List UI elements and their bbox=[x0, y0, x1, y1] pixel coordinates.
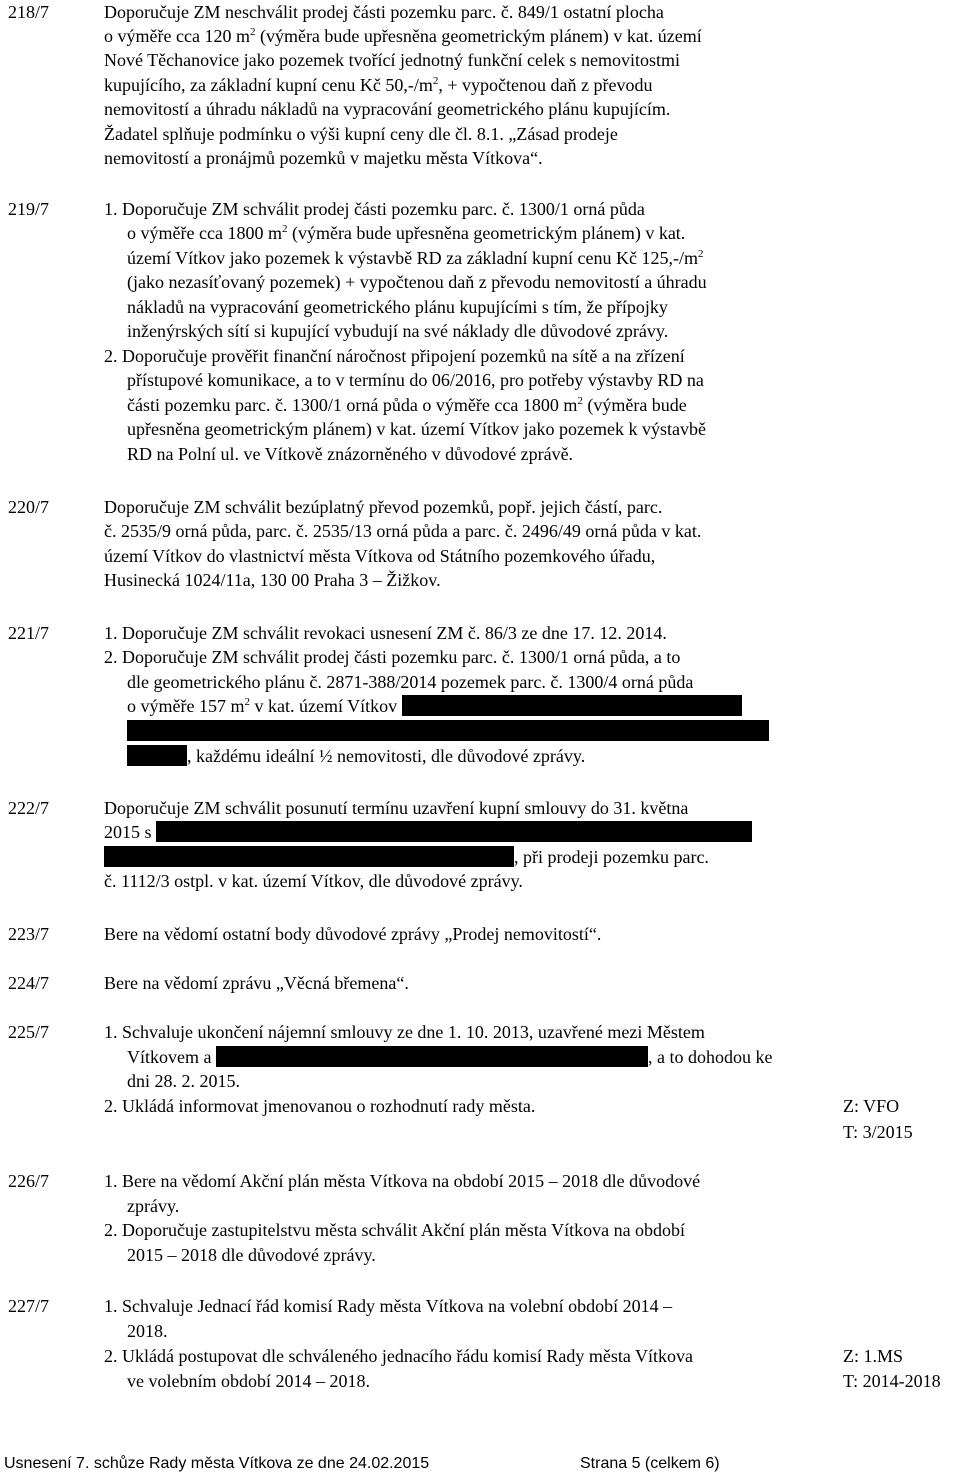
resolution-text: upřesněna geometrickým plánem) v kat. území Vítkov jako pozemek k výstavbě bbox=[127, 419, 706, 439]
footer-page-number: Strana 5 (celkem 6) bbox=[580, 1455, 720, 1472]
resolution-text: inženýrských sítí si kupující vybudují na své náklady dle důvodové zprávy. bbox=[127, 321, 669, 341]
resolution-text: Vítkovem a , a to dohodou ke bbox=[127, 1047, 773, 1067]
resolution-text: Bere na vědomí zprávu „Věcná břemena“. bbox=[104, 973, 409, 993]
redaction-block bbox=[127, 745, 187, 766]
redaction-block bbox=[216, 1046, 648, 1067]
resolution-text: zprávy. bbox=[127, 1196, 180, 1216]
resolution-text: území Vítkov do vlastnictví města Vítkova od Státního pozemkového úřadu, bbox=[104, 546, 656, 566]
resolution-text: Doporučuje ZM schválit posunutí termínu uzavření kupní smlouvy do 31. května bbox=[104, 798, 689, 818]
resolution-text: 2. Doporučuje prověřit finanční náročnost připojení pozemků na sítě a na zřízení bbox=[104, 346, 685, 366]
resolution-text: 2015 s bbox=[104, 820, 752, 845]
resolution-text: dni 28. 2. 2015. bbox=[127, 1071, 241, 1091]
resolution-text: Bere na vědomí ostatní body důvodové zprávy „Prodej nemovitostí“. bbox=[104, 924, 602, 944]
resolution-text: Doporučuje ZM schválit bezúplatný převod pozemků, popř. jejich částí, parc. bbox=[104, 497, 663, 517]
resolution-text: nákladů na vypracování geometrického plánu kupujícími s tím, že přípojky bbox=[127, 297, 668, 317]
resolution-text: přístupové komunikace, a to v termínu do 06/2016, pro potřeby výstavby RD na bbox=[127, 370, 704, 390]
resolution-number: 223/7 bbox=[8, 924, 50, 944]
resolution-number: 224/7 bbox=[8, 973, 50, 993]
resolution-number: 218/7 bbox=[8, 2, 50, 22]
resolution-text: části pozemku parc. č. 1300/1 orná půda o výměře cca 1800 $m^2$ (výměra bude bbox=[127, 395, 687, 415]
resolution-text: Žadatel splňuje podmínku o výši kupní ceny dle čl. 8.1. „Zásad prodeje bbox=[104, 124, 618, 144]
deadline: T: 3/2015 bbox=[843, 1122, 913, 1142]
redaction-block bbox=[402, 695, 742, 716]
resolution-text: 1. Schvaluje ukončení nájemní smlouvy ze dne 1. 10. 2013, uzavřené mezi Městem bbox=[104, 1022, 705, 1042]
resolution-number: 221/7 bbox=[8, 623, 50, 643]
resolution-text: 2. Ukládá informovat jmenovanou o rozhodnutí rady města. bbox=[104, 1096, 536, 1116]
resolution-number: 220/7 bbox=[8, 497, 50, 517]
resolution-text: (jako nezasíťovaný pozemek) + vypočtenou daň z převodu nemovitostí a úhradu bbox=[127, 272, 707, 292]
resolution-text: 1. Schvaluje Jednací řád komisí Rady města Vítkova na volební období 2014 – bbox=[104, 1296, 673, 1316]
redaction-block bbox=[127, 720, 769, 741]
resolution-text: 2018. bbox=[127, 1321, 168, 1341]
resolution-number: 219/7 bbox=[8, 199, 50, 219]
resolution-text: nemovitostí a úhradu nákladů na vypracování geometrického plánu kupujícím. bbox=[104, 99, 671, 119]
resolution-text: ve volebním období 2014 – 2018. bbox=[127, 1371, 370, 1391]
resolution-text: 2015 – 2018 dle důvodové zprávy. bbox=[127, 1245, 376, 1265]
redaction-line bbox=[127, 719, 769, 744]
resolution-text: dle geometrického plánu č. 2871-388/2014 pozemek parc. č. 1300/4 orná půda bbox=[127, 672, 694, 692]
responsible-person: Z: 1.MS bbox=[843, 1346, 904, 1366]
resolution-number: 225/7 bbox=[8, 1022, 50, 1042]
resolution-text: o výměře cca 1800 $m^2$ (výměra bude upřesněna geometrickým plánem) v kat. bbox=[127, 223, 686, 243]
resolution-number: 226/7 bbox=[8, 1171, 50, 1191]
deadline: T: 2014-2018 bbox=[843, 1371, 941, 1391]
resolution-text: 1. Bere na vědomí Akční plán města Vítkova na období 2015 – 2018 dle důvodové bbox=[104, 1171, 701, 1191]
resolution-text: Nové Těchanovice jako pozemek tvořící jednotný funkční celek s nemovitostmi bbox=[104, 50, 680, 70]
resolution-text: 1. Doporučuje ZM schválit prodej části pozemku parc. č. 1300/1 orná půda bbox=[104, 199, 645, 219]
resolution-text: , každému ideální ½ nemovitosti, dle důvodové zprávy. bbox=[127, 744, 585, 769]
resolution-text: č. 2535/9 orná půda, parc. č. 2535/13 orná půda a parc. č. 2496/49 orná půda v kat. bbox=[104, 521, 702, 541]
resolution-text: území Vítkov jako pozemek k výstavbě RD za základní kupní cenu Kč $125,-/m^2$ bbox=[127, 248, 704, 268]
resolution-text: Husinecká 1024/11a, 130 00 Praha 3 – Žižkov. bbox=[104, 570, 441, 590]
resolution-text: 1. Doporučuje ZM schválit revokaci usnesení ZM č. 86/3 ze dne 17. 12. 2014. bbox=[104, 623, 667, 643]
resolution-text: o výměře 157 $m^2$ v kat. území Vítkov bbox=[127, 694, 742, 719]
resolution-text: , při prodeji pozemku parc. bbox=[104, 845, 709, 870]
resolution-text: RD na Polní ul. ve Vítkově znázorněného v důvodové zprávě. bbox=[127, 444, 574, 464]
resolution-number: 227/7 bbox=[8, 1296, 50, 1316]
resolution-text: kupujícího, za základní kupní cenu Kč $50,-/m^2$, + vypočtenou daň z převodu bbox=[104, 75, 653, 95]
resolution-text: nemovitostí a pronájmů pozemků v majetku města Vítkova“. bbox=[104, 148, 543, 168]
footer-title: Usnesení 7. schůze Rady města Vítkova ze dne 24.02.2015 bbox=[4, 1455, 430, 1472]
responsible-person: Z: VFO bbox=[843, 1096, 900, 1116]
resolution-text: o výměře cca 120 $m^2$ (výměra bude upřesněna geometrickým plánem) v kat. území bbox=[104, 26, 702, 46]
resolution-number: 222/7 bbox=[8, 798, 50, 818]
resolution-text: Doporučuje ZM neschválit prodej části pozemku parc. č. 849/1 ostatní plocha bbox=[104, 2, 664, 22]
redaction-block bbox=[156, 821, 752, 842]
resolution-text: č. 1112/3 ostpl. v kat. území Vítkov, dle důvodové zprávy. bbox=[104, 871, 523, 891]
resolution-text: 2. Doporučuje ZM schválit prodej části pozemku parc. č. 1300/1 orná půda, a to bbox=[104, 647, 681, 667]
resolution-text: 2. Ukládá postupovat dle schváleného jednacího řádu komisí Rady města Vítkova bbox=[104, 1346, 694, 1366]
redaction-block bbox=[104, 846, 514, 867]
resolution-text: 2. Doporučuje zastupitelstvu města schválit Akční plán města Vítkova na období bbox=[104, 1220, 686, 1240]
